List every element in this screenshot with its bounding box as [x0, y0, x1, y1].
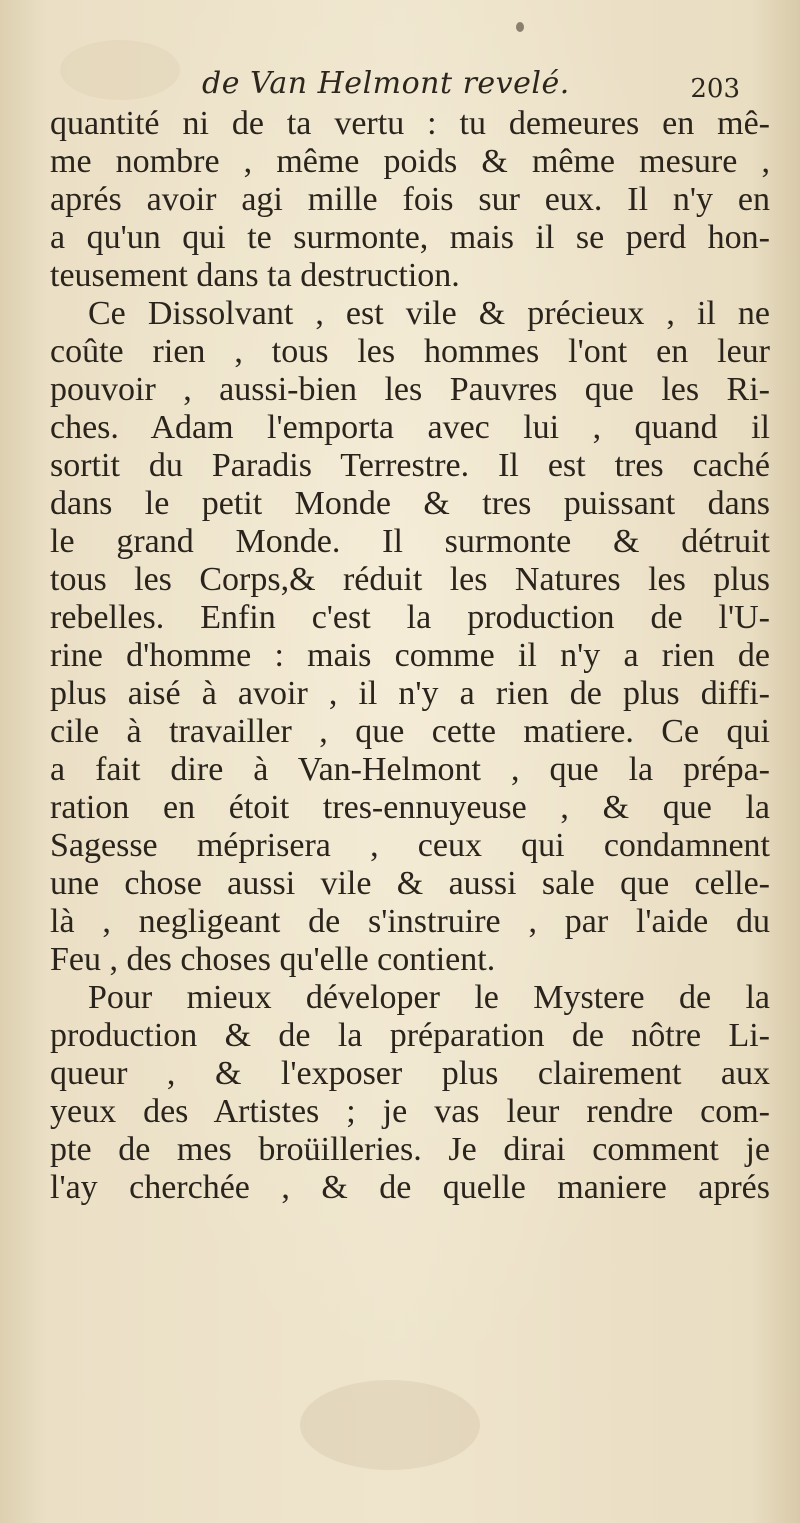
text-line: me nombre , même poids & même mesure , — [50, 143, 770, 180]
text-line: Sagesse méprisera , ceux qui condamnent — [50, 827, 770, 864]
text-line: Feu , des choses qu'elle contient. — [50, 941, 496, 978]
text-line: ches. Adam l'emporta avec lui , quand il — [50, 409, 770, 446]
text-line: quantité ni de ta vertu : tu demeures en mê- — [50, 105, 770, 142]
text-line: l'ay cherchée , & de quelle maniere aprés — [50, 1169, 770, 1206]
text-line: a qu'un qui te surmonte, mais il se perd hon- — [50, 219, 770, 256]
text-line: rine d'homme : mais comme il n'y a rien de — [50, 637, 770, 674]
text-line: ration en étoit tres-ennuyeuse , & que la — [50, 789, 770, 826]
text-line: queur , & l'exposer plus clairement aux — [50, 1055, 770, 1092]
text-line: pouvoir , aussi-bien les Pauvres que les Ri- — [50, 371, 770, 408]
text-line: aprés avoir agi mille fois sur eux. Il n'y en — [50, 181, 770, 218]
text-line: a fait dire à Van-Helmont , que la prépa- — [50, 751, 770, 788]
text-line: pte de mes broüilleries. Je dirai comment je — [50, 1131, 770, 1168]
text-line: cile à travailler , que cette matiere. Ce qui — [50, 713, 770, 750]
page-number: 203 — [690, 74, 740, 104]
text-line: Ce Dissolvant , est vile & précieux , il ne — [88, 295, 770, 332]
text-line: Pour mieux déveloper le Mystere de la — [88, 979, 770, 1016]
text-line: yeux des Artistes ; je vas leur rendre com- — [50, 1093, 770, 1130]
text-line: teusement dans ta destruction. — [50, 257, 460, 294]
text-line: sortit du Paradis Terrestre. Il est tres caché — [50, 447, 770, 484]
paper-stain — [300, 1380, 480, 1470]
text-line: coûte rien , tous les hommes l'ont en leur — [50, 333, 770, 370]
text-line: dans le petit Monde & tres puissant dans — [50, 485, 770, 522]
text-line: tous les Corps,& réduit les Natures les plus — [50, 561, 770, 598]
text-line: là , negligeant de s'instruire , par l'aide du — [50, 903, 770, 940]
text-line: plus aisé à avoir , il n'y a rien de plus diffi- — [50, 675, 770, 712]
printer-mark-dot — [516, 22, 524, 32]
text-line: rebelles. Enfin c'est la production de l'U- — [50, 599, 770, 636]
body-text — [50, 105, 770, 1207]
text-line: le grand Monde. Il surmonte & détruit — [50, 523, 770, 560]
running-title: de Van Helmont revelé. — [202, 66, 570, 101]
text-line: production & de la préparation de nôtre Li- — [50, 1017, 770, 1054]
text-line: une chose aussi vile & aussi sale que celle- — [50, 865, 770, 902]
